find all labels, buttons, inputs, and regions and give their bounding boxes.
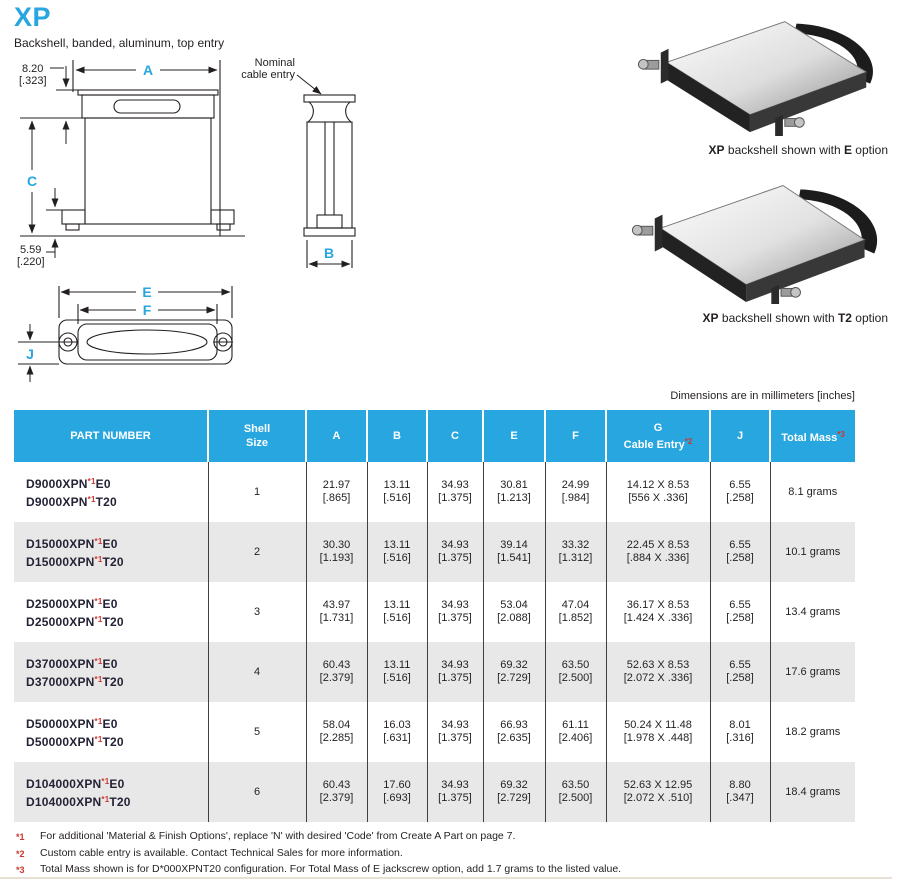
cell-j: 8.01 [.316] [710, 702, 770, 762]
cell-b: 16.03 [.631] [367, 702, 427, 762]
col-header-a: A [306, 410, 367, 462]
cell-f: 33.32 [1.312] [545, 522, 606, 582]
cell-c: 34.93 [1.375] [427, 582, 483, 642]
footnote-marker: *1 [16, 832, 25, 842]
footnote-1 [16, 829, 621, 846]
cell-a: 30.30 [1.193] [306, 522, 367, 582]
cell-total-mass: 10.1 grams [785, 545, 841, 558]
cell-part-number: D9000XPN$^{*1}$E0 D9000XPN$^{*1}$T20 [14, 462, 208, 522]
header-row [14, 410, 855, 462]
dim-lid-in: [.323] [19, 75, 47, 87]
dim-label-a: A [142, 62, 154, 78]
page-subtitle: Backshell, banded, aluminum, top entry [14, 36, 225, 50]
front-view [20, 60, 245, 236]
cell-shell-size: 4 [208, 642, 306, 702]
cell-g-cable-entry: 14.12 X 8.53 [556 X .336] [606, 462, 710, 522]
caption-brand: XP [708, 143, 725, 157]
cell-e: 30.81 [1.213] [483, 462, 545, 522]
col-header-e: E [483, 410, 545, 462]
figure-caption-e: XP backshell shown with E option [708, 143, 888, 157]
col-header-f: F [545, 410, 606, 462]
table-row [14, 642, 855, 702]
dim-label-j: J [26, 346, 34, 362]
dim-label-b: B [323, 245, 335, 261]
footnote-text: Total Mass shown is for D*000XPNT20 configuration. For Total Mass of E jackscrew option, add 1.7 grams to the listed value. [40, 863, 622, 875]
product-photo-t2-option [600, 168, 896, 304]
cell-shell-size: 5 [208, 702, 306, 762]
dim-lid-mm: 8.20 [22, 63, 44, 75]
dim-label-c: C [26, 173, 38, 189]
cell-j: 6.55 [.258] [710, 522, 770, 582]
cell-b: 17.60 [.693] [367, 762, 427, 822]
cell-part-number: D104000XPN$^{*1}$E0 D104000XPN$^{*1}$T20 [14, 762, 208, 822]
footnote-marker: *2 [16, 848, 25, 859]
figure-caption-t2: XP backshell shown with T2 option [702, 311, 888, 325]
page-title: XP [14, 2, 52, 32]
cell-g-cable-entry: 50.24 X 11.48 [1.978 X .448] [606, 702, 710, 762]
cell-j: 6.55 [.258] [710, 462, 770, 522]
cell-total-mass: 17.6 grams [785, 665, 841, 678]
cell-c: 34.93 [1.375] [427, 642, 483, 702]
col-header-j: J [710, 410, 770, 462]
cell-shell-size: 6 [208, 762, 306, 822]
cell-total-mass: 13.4 grams [785, 605, 841, 618]
cell-shell-size: 1 [208, 462, 306, 522]
side-view [304, 95, 355, 268]
cell-e: 66.93 [2.635] [483, 702, 545, 762]
cell-b: 13.11 [.516] [367, 522, 427, 582]
cell-e: 53.04 [2.088] [483, 582, 545, 642]
cell-total-mass: 18.4 grams [785, 785, 841, 798]
cell-f: 63.50 [2.500] [545, 762, 606, 822]
cell-f: 61.11 [2.406] [545, 702, 606, 762]
dim-label-f: F [142, 302, 152, 318]
cell-j: 6.55 [.258] [710, 582, 770, 642]
table-row [14, 522, 855, 582]
spec-table [14, 410, 855, 822]
cell-f: 47.04 [1.852] [545, 582, 606, 642]
col-header-total-mass: Total Mass$^{*3}$ [770, 410, 855, 462]
cell-j: 8.80 [.347] [710, 762, 770, 822]
col-header-c: C [427, 410, 483, 462]
cell-e: 69.32 [2.729] [483, 642, 545, 702]
footnotes [16, 829, 621, 879]
table-row [14, 762, 855, 822]
cell-shell-size: 3 [208, 582, 306, 642]
cell-part-number: D15000XPN$^{*1}$E0 D15000XPN$^{*1}$T20 [14, 522, 208, 582]
cell-g-cable-entry: 52.63 X 8.53 [2.072 X .336] [606, 642, 710, 702]
caption-option: T2 [837, 311, 852, 325]
caption-option: E [843, 143, 852, 157]
cell-c: 34.93 [1.375] [427, 522, 483, 582]
cell-c: 34.93 [1.375] [427, 462, 483, 522]
table-row [14, 582, 855, 642]
footnote-marker: *3 [16, 865, 25, 875]
cell-c: 34.93 [1.375] [427, 762, 483, 822]
table-row [14, 462, 855, 522]
footnote-text: For additional 'Material & Finish Options', replace 'N' with desired 'Code' from Create A Part on page 7. [40, 830, 516, 842]
cell-total-mass: 18.2 grams [785, 725, 841, 738]
caption-brand: XP [702, 311, 719, 325]
cell-part-number: D37000XPN$^{*1}$E0 D37000XPN$^{*1}$T20 [14, 642, 208, 702]
cell-f: 63.50 [2.500] [545, 642, 606, 702]
bottom-view [18, 286, 233, 364]
cell-a: 43.97 [1.731] [306, 582, 367, 642]
cell-b: 13.11 [.516] [367, 642, 427, 702]
cell-shell-size: 2 [208, 522, 306, 582]
cell-part-number: D50000XPN$^{*1}$E0 D50000XPN$^{*1}$T20 [14, 702, 208, 762]
page-bottom-divider [0, 877, 892, 879]
cell-j: 6.55 [.258] [710, 642, 770, 702]
cell-g-cable-entry: 36.17 X 8.53 [1.424 X .336] [606, 582, 710, 642]
cell-e: 69.32 [2.729] [483, 762, 545, 822]
cell-a: 60.43 [2.379] [306, 762, 367, 822]
dimension-drawing [8, 52, 368, 397]
footnote-2 [16, 846, 621, 863]
cell-a: 58.04 [2.285] [306, 702, 367, 762]
col-header-shell-size: Shell Size [208, 410, 306, 462]
col-header-part-number: PART NUMBER [14, 410, 208, 462]
cell-total-mass: 8.1 grams [788, 485, 838, 498]
callout-cable-entry: cable entry [241, 69, 295, 81]
dim-label-e: E [142, 284, 152, 300]
callout-nominal: Nominal [254, 57, 295, 69]
units-note: Dimensions are in millimeters [inches] [670, 390, 855, 402]
cell-a: 21.97 [.865] [306, 462, 367, 522]
table-row [14, 702, 855, 762]
dim-foot-in: [.220] [17, 256, 45, 268]
product-photo-e-option [600, 10, 896, 136]
cell-g-cable-entry: 22.45 X 8.53 [.884 X .336] [606, 522, 710, 582]
cell-b: 13.11 [.516] [367, 462, 427, 522]
figure-t2-option [600, 168, 896, 325]
cell-g-cable-entry: 52.63 X 12.95 [2.072 X .510] [606, 762, 710, 822]
cell-part-number: D25000XPN$^{*1}$E0 D25000XPN$^{*1}$T20 [14, 582, 208, 642]
cell-b: 13.11 [.516] [367, 582, 427, 642]
cell-a: 60.43 [2.379] [306, 642, 367, 702]
col-header-b: B [367, 410, 427, 462]
col-header-g-cable-entry: G Cable Entry$^{*2}$ [606, 410, 710, 462]
cell-e: 39.14 [1.541] [483, 522, 545, 582]
cell-f: 24.99 [.984] [545, 462, 606, 522]
cell-c: 34.93 [1.375] [427, 702, 483, 762]
figure-e-option [600, 10, 896, 157]
footnote-text: Custom cable entry is available. Contact Technical Sales for more information. [40, 846, 403, 859]
dim-foot-mm: 5.59 [20, 244, 42, 256]
